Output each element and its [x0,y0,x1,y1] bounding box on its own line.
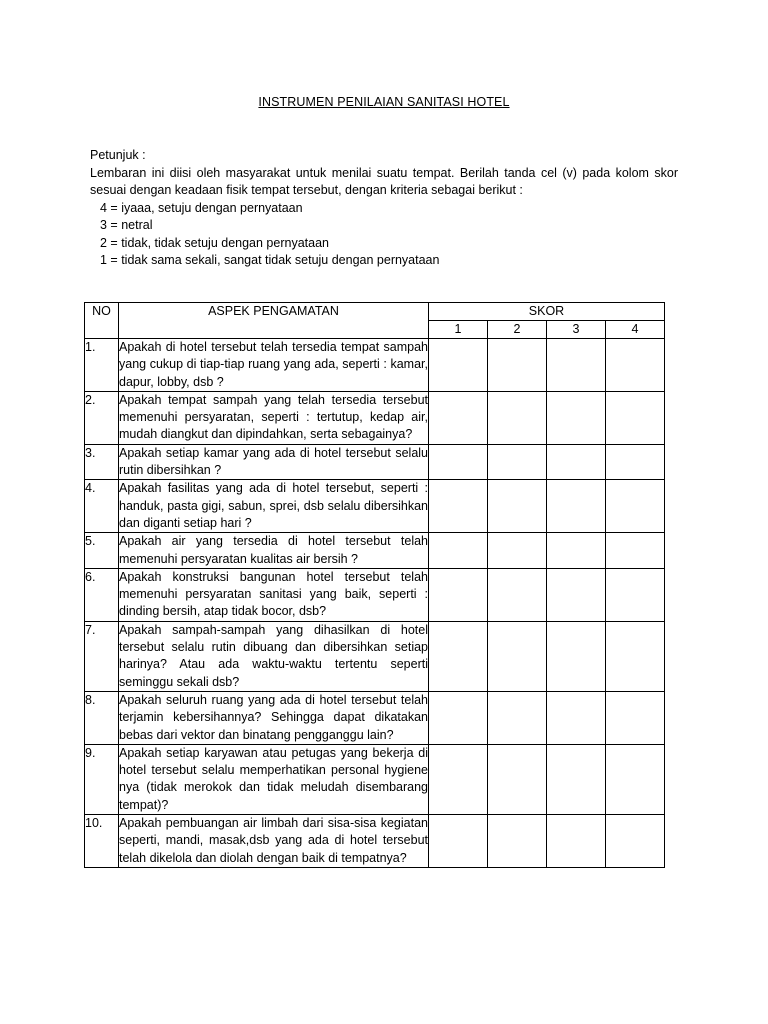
document-title: INSTRUMEN PENILAIAN SANITASI HOTEL [258,95,510,109]
row-number: 9. [85,744,119,814]
score-cell-3[interactable] [547,568,606,621]
header-no: NO [85,303,119,339]
table-row [85,744,665,814]
score-cell-1[interactable] [429,568,488,621]
score-cell-2[interactable] [488,391,547,444]
score-cell-4[interactable] [606,480,665,533]
table-body [85,339,665,868]
header-aspek: ASPEK PENGAMATAN [119,303,429,339]
score-cell-4[interactable] [606,391,665,444]
score-cell-2[interactable] [488,568,547,621]
row-aspek: Apakah konstruksi bangunan hotel tersebut telah memenuhi persyaratan sanitasi yang baik, seperti : dinding bersih, atap tidak bocor, dsb? [119,568,429,621]
score-cell-3[interactable] [547,621,606,691]
table-row [85,391,665,444]
score-cell-1[interactable] [429,621,488,691]
header-score-2: 2 [488,321,547,339]
score-cell-4[interactable] [606,444,665,480]
score-cell-1[interactable] [429,533,488,569]
row-number: 2. [85,391,119,444]
row-number: 5. [85,533,119,569]
score-cell-2[interactable] [488,533,547,569]
row-aspek: Apakah di hotel tersebut telah tersedia tempat sampah yang cukup di tiap-tiap ruang yang ada, seperti : kamar, dapur, lobby, dsb ? [119,339,429,392]
score-cell-2[interactable] [488,691,547,744]
criteria-list [90,200,678,270]
score-cell-1[interactable] [429,744,488,814]
score-cell-2[interactable] [488,621,547,691]
row-number: 1. [85,339,119,392]
score-cell-2[interactable] [488,480,547,533]
score-cell-1[interactable] [429,391,488,444]
table-row [85,691,665,744]
score-cell-4[interactable] [606,744,665,814]
table-row [85,444,665,480]
instructions-text: Lembaran ini diisi oleh masyarakat untuk menilai suatu tempat. Berilah tanda cel (v) pada kolom skor sesuai dengan keadaan fisik tempat tersebut, dengan kriteria sebagai berikut : [90,165,678,197]
score-cell-2[interactable] [488,339,547,392]
table-row [85,815,665,868]
table-header-row [85,303,665,321]
score-cell-2[interactable] [488,444,547,480]
score-cell-3[interactable] [547,744,606,814]
score-cell-3[interactable] [547,533,606,569]
table-row [85,339,665,392]
table-row [85,533,665,569]
row-number: 7. [85,621,119,691]
score-cell-1[interactable] [429,691,488,744]
score-cell-3[interactable] [547,691,606,744]
row-number: 6. [85,568,119,621]
row-aspek: Apakah seluruh ruang yang ada di hotel tersebut telah terjamin kebersihannya? Sehingga dapat dikatakan bebas dari vektor dan binatang pengganggu lain? [119,691,429,744]
row-aspek: Apakah setiap karyawan atau petugas yang bekerja di hotel tersebut selalu memperhatikan personal hygiene nya (tidak merokok dan tidak meludah disembarang tempat)? [119,744,429,814]
score-cell-1[interactable] [429,480,488,533]
score-cell-3[interactable] [547,815,606,868]
score-cell-4[interactable] [606,568,665,621]
score-cell-4[interactable] [606,621,665,691]
table-row [85,621,665,691]
row-number: 3. [85,444,119,480]
row-aspek: Apakah fasilitas yang ada di hotel tersebut, seperti : handuk, pasta gigi, sabun, sprei, dsb selalu dibersihkan dan diganti setiap hari ? [119,480,429,533]
score-cell-1[interactable] [429,339,488,392]
row-aspek: Apakah pembuangan air limbah dari sisa-sisa kegiatan seperti, mandi, masak,dsb yang ada di hotel tersebut telah dikelola dan diolah dengan baik di tempatnya? [119,815,429,868]
row-aspek: Apakah setiap kamar yang ada di hotel tersebut selalu rutin dibersihkan ? [119,444,429,480]
criteria-item: 1 = tidak sama sekali, sangat tidak setuju dengan pernyataan [100,253,440,267]
row-aspek: Apakah tempat sampah yang telah tersedia tersebut memenuhi persyaratan, seperti : tertutup, kedap air, mudah diangkut dan dipindahkan, serta sebagainya? [119,391,429,444]
score-cell-1[interactable] [429,815,488,868]
row-number: 10. [85,815,119,868]
score-cell-3[interactable] [547,391,606,444]
score-cell-3[interactable] [547,444,606,480]
table-row [85,480,665,533]
score-cell-2[interactable] [488,815,547,868]
score-cell-3[interactable] [547,480,606,533]
header-score-3: 3 [547,321,606,339]
row-number: 4. [85,480,119,533]
instructions-heading: Petunjuk : [90,148,146,162]
row-aspek: Apakah air yang tersedia di hotel tersebut telah memenuhi persyaratan kualitas air bersih ? [119,533,429,569]
score-cell-3[interactable] [547,339,606,392]
header-score-1: 1 [429,321,488,339]
header-score-4: 4 [606,321,665,339]
score-cell-4[interactable] [606,533,665,569]
row-aspek: Apakah sampah-sampah yang dihasilkan di hotel tersebut selalu rutin dibuang dan dibersihkan setiap harinya? Atau ada waktu-waktu tertentu seperti seminggu sekali dsb? [119,621,429,691]
instructions-block [90,147,678,270]
table-row [85,568,665,621]
score-cell-1[interactable] [429,444,488,480]
criteria-item: 2 = tidak, tidak setuju dengan pernyataan [100,235,329,250]
score-cell-4[interactable] [606,815,665,868]
criteria-item: 3 = netral [100,218,153,232]
score-cell-2[interactable] [488,744,547,814]
score-cell-4[interactable] [606,691,665,744]
criteria-item: 4 = iyaaa, setuju dengan pernyataan [100,200,303,215]
row-number: 8. [85,691,119,744]
score-cell-4[interactable] [606,339,665,392]
assessment-table [84,302,665,868]
header-skor: SKOR [429,303,665,321]
